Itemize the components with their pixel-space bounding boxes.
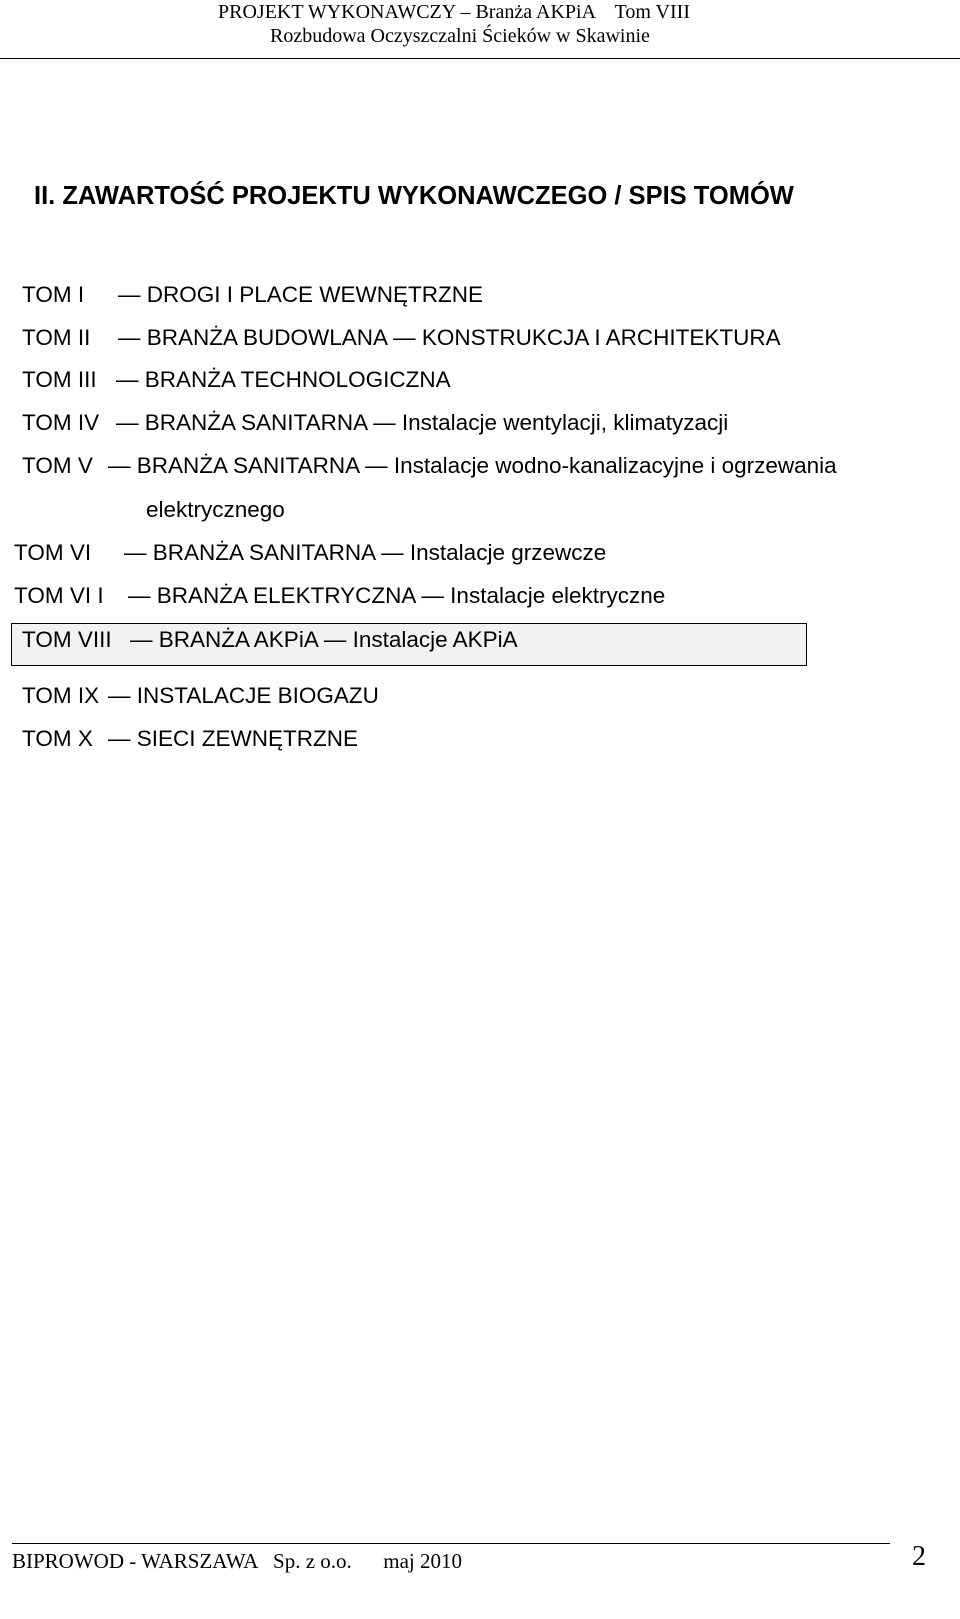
toc-volume-title: BRANŻA ELEKTRYCZNA — Instalacje elektryczne [156,583,666,608]
section-title: II. ZAWARTOŚĆ PROJEKTU WYKONAWCZEGO / SPIS TOMÓW [34,182,794,210]
footer-company-date: BIPROWOD - WARSZAWA Sp. z o.o. maj 2010 [12,1549,463,1573]
toc-volume-title: BRANŻA SANITARNA — Instalacje wodno-kanalizacyjne i ogrzewania [136,453,837,478]
toc-volume-title: BRANŻA TECHNOLOGICZNA [144,367,451,392]
toc-item-tom-6: TOM VI — BRANŻA SANITARNA — Instalacje grzewcze [14,540,607,565]
footer-divider [12,1543,890,1544]
toc-item-tom-8: TOM VIII — BRANŻA AKPiA — Instalacje AKPiA [22,627,518,652]
toc-volume-label: TOM III [22,367,97,392]
toc-item-tom-7: TOM VI I — BRANŻA ELEKTRYCZNA — Instalacje elektryczne [14,583,666,608]
toc-volume-label: TOM VIII [22,627,112,652]
toc-volume-label: TOM V [22,453,93,478]
toc-volume-label: TOM IV [22,410,100,435]
toc-volume-title: BRANŻA SANITARNA — Instalacje wentylacji, klimatyzacji [144,410,729,435]
toc-item-tom-9: TOM IX — INSTALACJE BIOGAZU [22,683,379,708]
toc-volume-title: BRANŻA BUDOWLANA — KONSTRUKCJA I ARCHITEKTURA [146,325,781,350]
header-project-title: PROJEKT WYKONAWCZY – Branża AKPiA Tom VIII [218,1,690,23]
toc-volume-title-continuation: elektrycznego [146,497,285,522]
header-project-name: Rozbudowa Oczyszczalni Ścieków w Skawinie [270,25,650,47]
toc-volume-title: INSTALACJE BIOGAZU [136,683,379,708]
toc-item-tom-10: TOM X — SIECI ZEWNĘTRZNE [22,726,359,751]
toc-volume-label: TOM VI [14,540,92,565]
toc-volume-label: TOM IX [22,683,100,708]
toc-item-tom-5-continuation [146,496,285,524]
toc-volume-label: TOM II [22,325,91,350]
toc-item-tom-2: TOM II — BRANŻA BUDOWLANA — KONSTRUKCJA I ARCHITEKTURA [22,325,781,350]
toc-volume-label: TOM I [22,282,85,307]
page-header [0,0,960,59]
toc-item-tom-5: TOM V — BRANŻA SANITARNA — Instalacje wodno-kanalizacyjne i ogrzewania [22,453,837,478]
toc-volume-title: SIECI ZEWNĘTRZNE [136,726,359,751]
page-number: 2 [912,1541,926,1572]
toc-volume-title: BRANŻA SANITARNA — Instalacje grzewcze [152,540,607,565]
toc-volume-title: BRANŻA AKPiA — Instalacje AKPiA [158,627,518,652]
toc-volume-label: TOM X [22,726,93,751]
toc-item-tom-4: TOM IV — BRANŻA SANITARNA — Instalacje wentylacji, klimatyzacji [22,410,729,435]
toc-volume-label: TOM VI I [14,583,104,608]
toc-volume-title: DROGI I PLACE WEWNĘTRZNE [146,282,484,307]
toc-item-tom-1: TOM I — DROGI I PLACE WEWNĘTRZNE [22,282,484,307]
toc-item-tom-3: TOM III — BRANŻA TECHNOLOGICZNA [22,367,451,392]
